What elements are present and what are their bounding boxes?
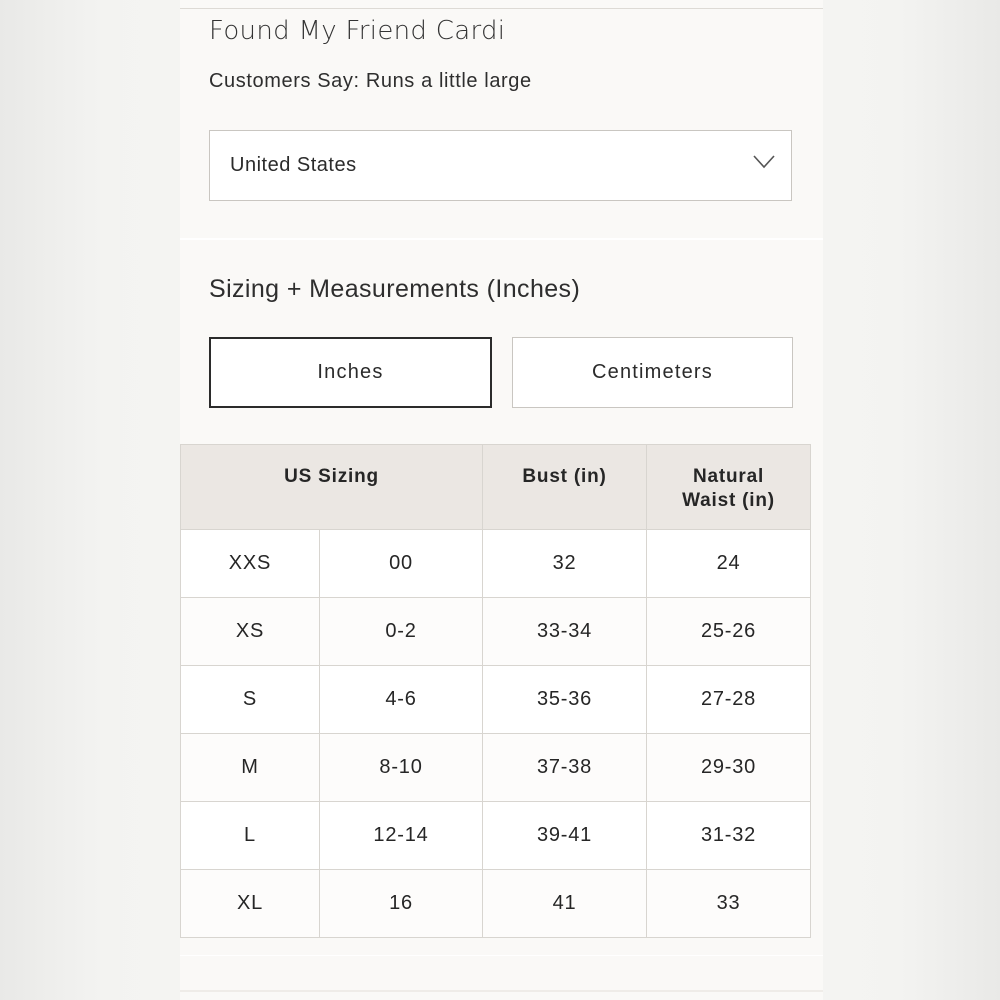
- top-divider: [180, 8, 823, 9]
- size-cell: XXS: [181, 530, 320, 598]
- size-cell: XL: [181, 870, 320, 938]
- bust-header: Bust (in): [483, 445, 647, 530]
- size-cell: S: [181, 666, 320, 734]
- country-select-value: United States: [230, 154, 357, 176]
- us-sizing-header: US Sizing: [181, 445, 483, 530]
- bust-cell: 33-34: [483, 598, 647, 666]
- bust-cell: 39-41: [483, 802, 647, 870]
- table-row: [181, 870, 811, 938]
- waist-cell: 31-32: [647, 802, 811, 870]
- country-select[interactable]: [209, 130, 792, 201]
- us-size-cell: 00: [320, 530, 483, 598]
- waist-cell: 25-26: [647, 598, 811, 666]
- table-row: [181, 802, 811, 870]
- waist-cell: 24: [647, 530, 811, 598]
- size-cell: M: [181, 734, 320, 802]
- inches-button[interactable]: Inches: [209, 337, 492, 408]
- table-row: [181, 530, 811, 598]
- size-cell: L: [181, 802, 320, 870]
- bust-cell: 32: [483, 530, 647, 598]
- table-row: [181, 598, 811, 666]
- bust-cell: 37-38: [483, 734, 647, 802]
- natural-waist-header: [647, 445, 811, 530]
- chevron-down-icon: [753, 155, 775, 169]
- product-title: Found My Friend Cardi: [209, 16, 506, 46]
- us-size-cell: 16: [320, 870, 483, 938]
- size-chart-table: [180, 444, 811, 938]
- bust-cell: 35-36: [483, 666, 647, 734]
- waist-cell: 27-28: [647, 666, 811, 734]
- table-header-row: [181, 445, 811, 530]
- sizing-section-title: Sizing + Measurements (Inches): [209, 275, 581, 303]
- us-size-cell: 4-6: [320, 666, 483, 734]
- centimeters-button[interactable]: Centimeters: [512, 337, 793, 408]
- us-size-cell: 8-10: [320, 734, 483, 802]
- us-size-cell: 0-2: [320, 598, 483, 666]
- customers-say-note: Customers Say: Runs a little large: [209, 70, 532, 92]
- table-row: [181, 666, 811, 734]
- bottom-divider-secondary: [180, 990, 823, 992]
- bust-cell: 41: [483, 870, 647, 938]
- bottom-divider: [180, 955, 823, 956]
- section-divider: [180, 238, 823, 240]
- waist-cell: 29-30: [647, 734, 811, 802]
- size-cell: XS: [181, 598, 320, 666]
- waist-cell: 33: [647, 870, 811, 938]
- us-size-cell: 12-14: [320, 802, 483, 870]
- table-row: [181, 734, 811, 802]
- natural-waist-header-label: Natural Waist (in): [682, 466, 775, 511]
